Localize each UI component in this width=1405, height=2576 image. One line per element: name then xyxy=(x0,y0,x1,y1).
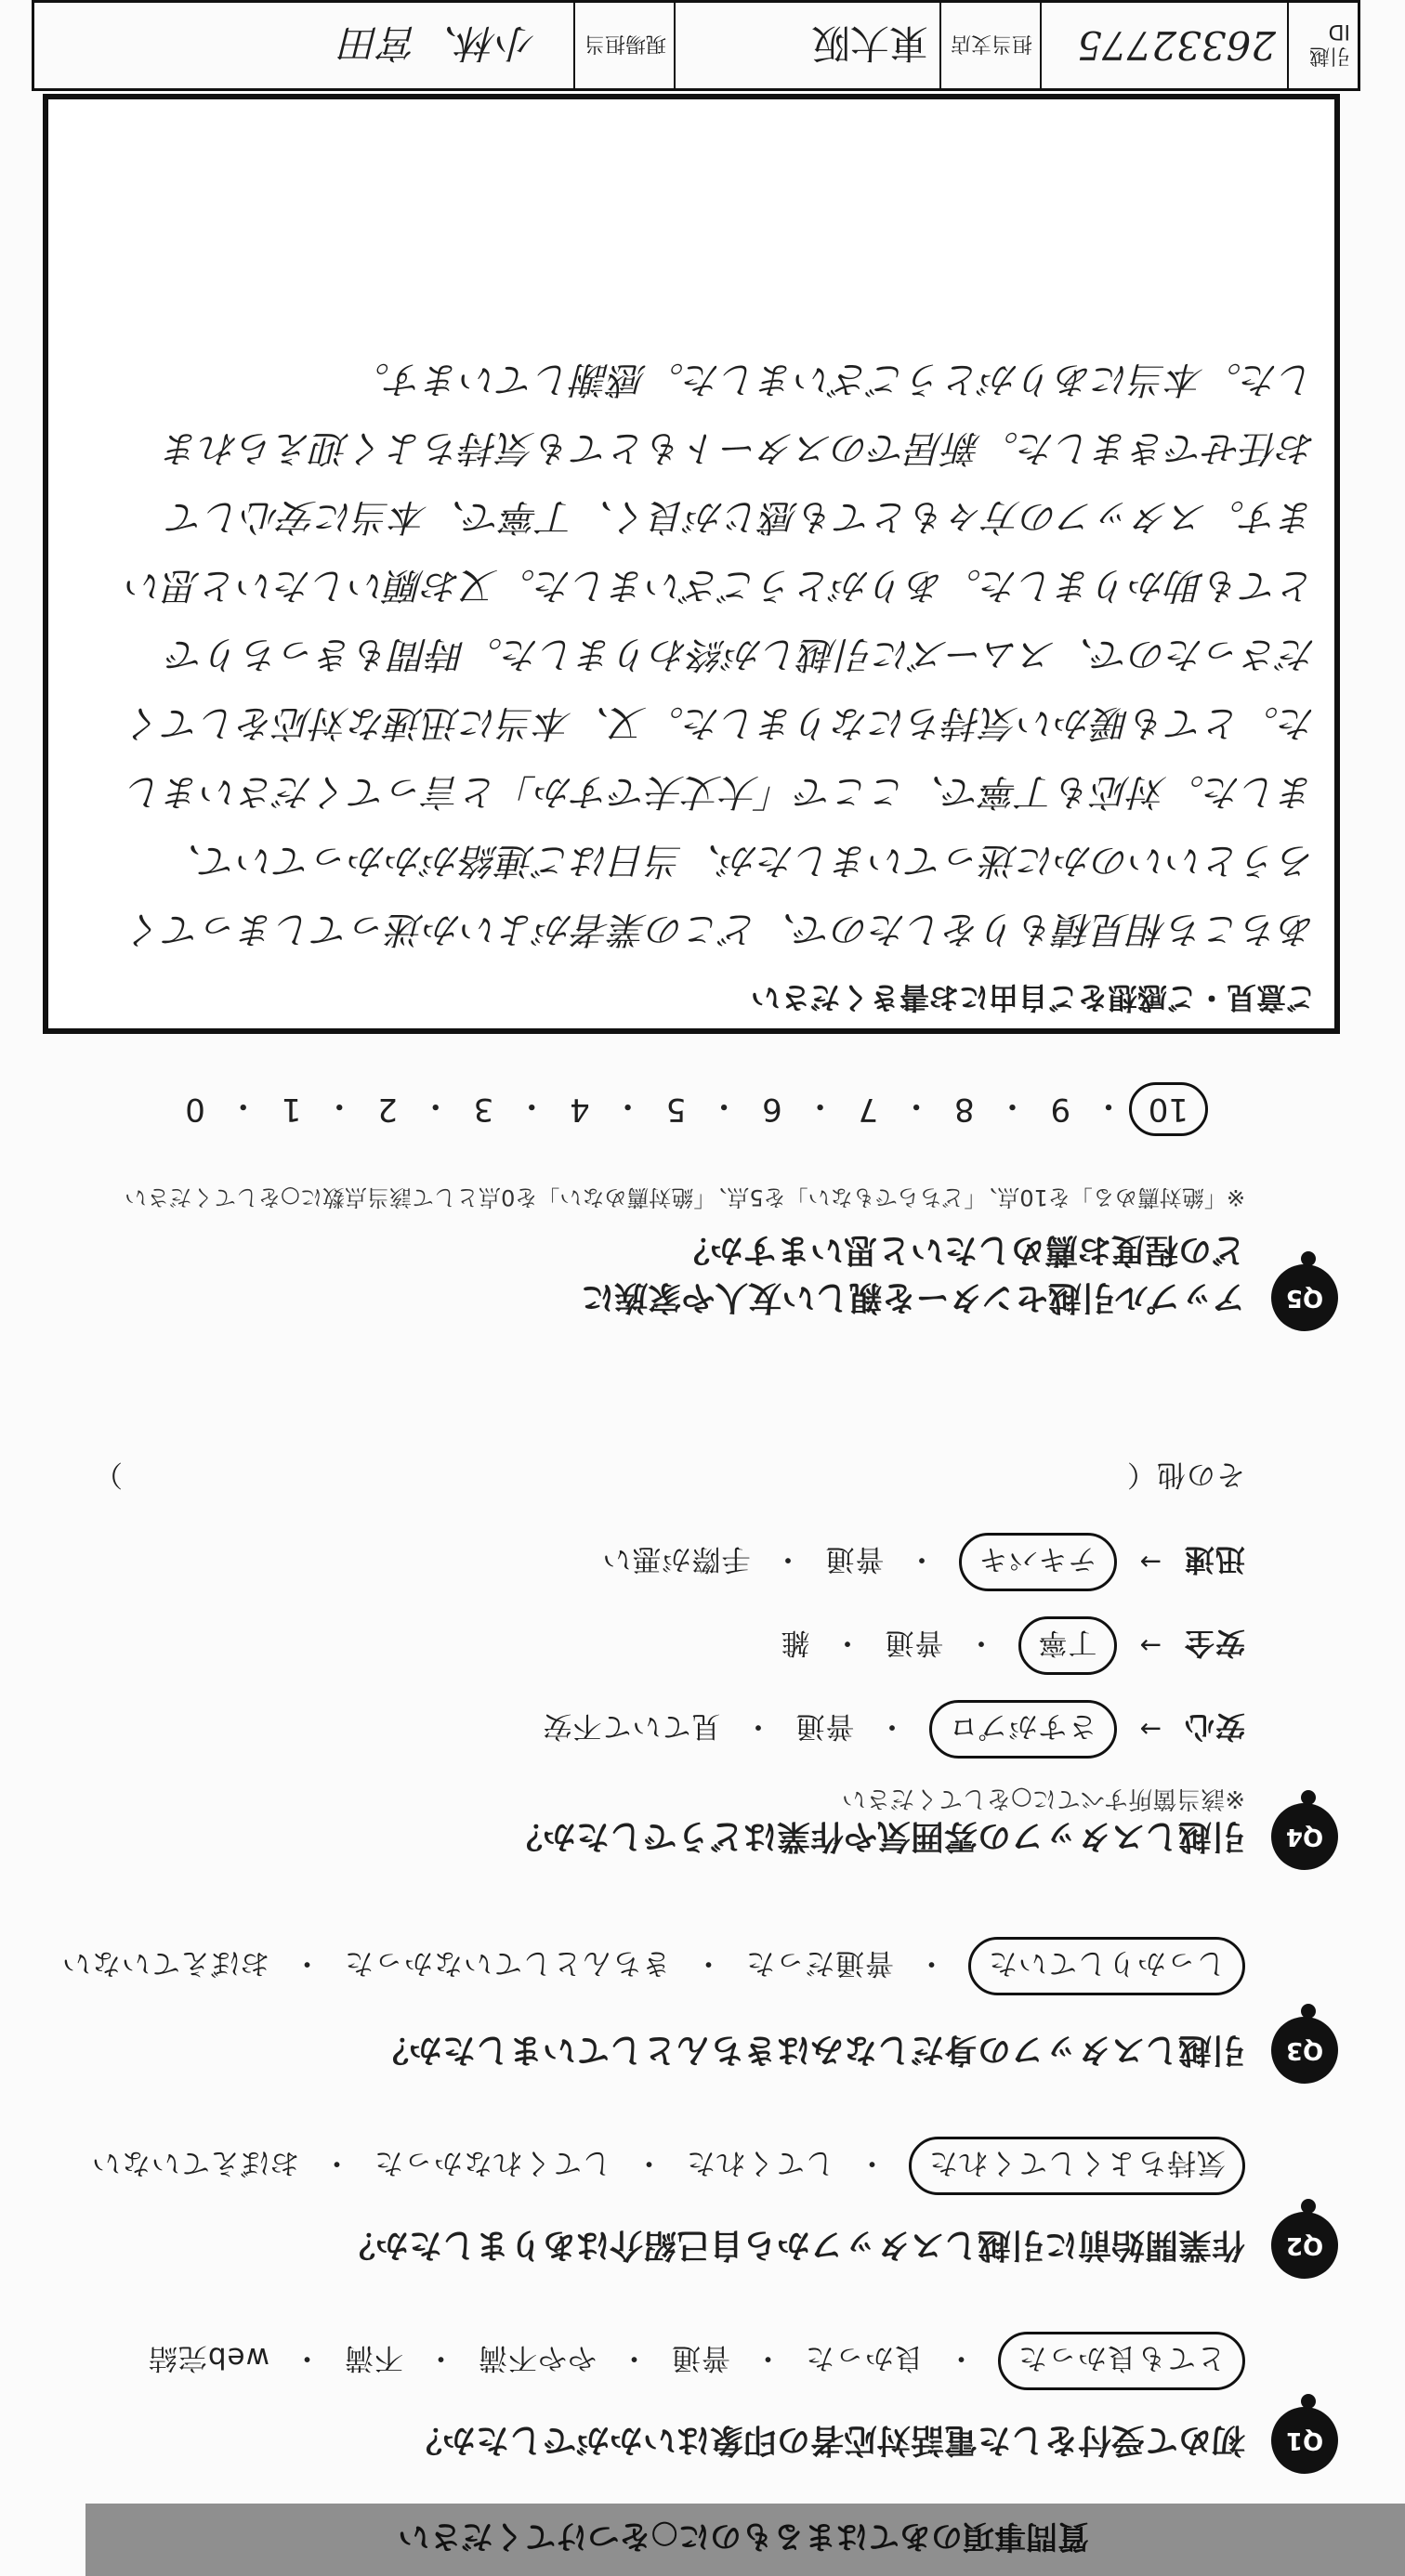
q5-scale: 10 ・ 9 ・ 8 ・ 7 ・ 6 ・ 5 ・ 4 ・ 3 ・ 2 ・ 1 ・ 0 xyxy=(167,1082,1208,1136)
q5-score[interactable]: 0 xyxy=(185,1091,205,1128)
q5-score[interactable]: 8 xyxy=(953,1091,975,1128)
comment-line: あちこち相見積もりをしたので、どこの業者がよいか迷ってしまってく xyxy=(126,908,1316,950)
q2-text: 作業開始前に引越しスタッフから自己紹介はありましたか？ xyxy=(341,2226,1245,2264)
q5-text-line1: アップル引越センターを親しい友人や家族に xyxy=(581,1278,1245,1316)
q2-option[interactable]: してくれなかった xyxy=(374,2146,611,2179)
q3-option[interactable]: 普通だった xyxy=(745,1946,894,1980)
id-value: 26332775 xyxy=(1042,3,1289,88)
q4-text: 引越しスタッフの雰囲気や作業はどうでしたか？ xyxy=(508,1817,1245,1855)
comment-line: ます。スタッフの方々もとても感じが良く、丁寧で、本当に安心して xyxy=(167,495,1316,538)
q3-option[interactable]: きちんとしていなかった xyxy=(344,1946,671,1980)
q1-option[interactable]: 良かった xyxy=(805,2341,924,2374)
q4-option[interactable]: 見ていて不安 xyxy=(542,1709,721,1743)
instruction-bar xyxy=(85,2504,1405,2576)
q4-row-anzen: 安全 → 丁寧 ・ 普通 ・ 雑 xyxy=(781,1616,1245,1675)
comment-line: ました。対応も丁寧で、ここで「大丈夫ですか」と言ってくださいまし xyxy=(126,770,1316,813)
instruction-text: 質問事項のあてはまるものに○をつけてください xyxy=(398,2517,1089,2556)
q2-options: 気持ちよくしてくれた ・ してくれた ・ してくれなかった ・ おぼえていない xyxy=(91,2137,1245,2195)
q5-text xyxy=(581,1229,1245,1324)
q5-score[interactable]: 5 xyxy=(665,1091,687,1128)
comment-title: ご意見・ご感想をご自由にお書きください xyxy=(750,980,1316,1015)
question-5 xyxy=(56,1025,1338,1331)
q4-option[interactable]: 雑 xyxy=(780,1626,810,1659)
question-1 xyxy=(56,2307,1338,2474)
comment-line: た。とても暖かい気持ちになりました。又、本当に迅速な対応をしてく xyxy=(126,701,1316,744)
q4-row-label: 安心 xyxy=(1183,1709,1245,1746)
q4-option[interactable]: 普通 xyxy=(794,1709,855,1743)
q5-score[interactable]: 4 xyxy=(570,1091,590,1128)
q4-option[interactable]: テキパキ xyxy=(959,1533,1117,1591)
q1-badge: Q1 xyxy=(1271,2407,1338,2474)
q4-other xyxy=(93,1457,1245,1498)
q2-option[interactable]: おぼえていない xyxy=(91,2146,299,2179)
q5-score[interactable]: 9 xyxy=(1050,1091,1071,1128)
q4-row-label: 安全 xyxy=(1183,1626,1245,1662)
q4-option[interactable]: 普通 xyxy=(884,1626,944,1659)
q3-option[interactable]: しっかりしていた xyxy=(968,1937,1245,1995)
q2-option[interactable]: してくれた xyxy=(686,2146,834,2179)
label-branch: 担当支店 xyxy=(941,3,1042,88)
q5-note: ※「絶対薦める」を10点、「どちらでもない」を5点、「絶対薦めない」を0点として該当点数に○をしてください xyxy=(125,1184,1245,1210)
footer-table xyxy=(32,0,1360,91)
q5-score[interactable]: 3 xyxy=(473,1091,494,1128)
q4-option[interactable]: 普通 xyxy=(824,1542,885,1576)
q4-note: ※該当箇所すべてに○をしてください xyxy=(842,1785,1245,1812)
comment-line: お任せできました。新居でのスタートもとても気持ちよく迎えられま xyxy=(164,426,1316,469)
arrow-right-icon: → xyxy=(1138,1714,1162,1745)
question-3 xyxy=(56,1907,1338,2084)
q3-options: しっかりしていた ・ 普通だった ・ きちんとしていなかった ・ おぼえていない xyxy=(61,1937,1245,1995)
q1-options: とても良かった ・ 良かった ・ 普通 ・ やや不満 ・ 不満 ・ web完結 xyxy=(148,2332,1245,2390)
arrow-right-icon: → xyxy=(1138,1547,1162,1577)
q4-badge: Q4 xyxy=(1271,1803,1338,1870)
q4-row-anshin: 安心 → さすがプロ ・ 普通 ・ 見ていて不安 xyxy=(543,1700,1245,1759)
q5-score[interactable]: 2 xyxy=(377,1091,398,1128)
q5-text-line2: どの程度お薦めしたいと思いますか？ xyxy=(676,1231,1245,1269)
comment-line: ろうといいのかに迷っていましたが、当日はご連絡がかかっていて、 xyxy=(164,839,1316,882)
q3-option[interactable]: おぼえていない xyxy=(61,1946,269,1980)
branch-value: 東大阪 xyxy=(676,3,941,88)
q4-option[interactable]: さすがプロ xyxy=(929,1700,1117,1759)
q1-option[interactable]: 普通 xyxy=(671,2341,730,2374)
q2-badge: Q2 xyxy=(1271,2212,1338,2279)
question-4 xyxy=(56,1387,1338,1870)
q3-badge: Q3 xyxy=(1271,2017,1338,2084)
q1-option[interactable]: とても良かった xyxy=(998,2332,1245,2390)
q4-other-label: その他（ xyxy=(1126,1458,1245,1491)
q3-text: 引越しスタッフの身だしなみはきちんとしていましたか？ xyxy=(374,2031,1245,2069)
comment-lines xyxy=(67,345,1316,963)
q5-score[interactable]: 7 xyxy=(858,1091,879,1128)
q5-score[interactable]: 1 xyxy=(281,1091,302,1128)
q2-option[interactable]: 気持ちよくしてくれた xyxy=(909,2137,1245,2195)
q4-option[interactable]: 丁寧 xyxy=(1018,1616,1117,1675)
arrow-right-icon: → xyxy=(1138,1630,1162,1661)
q1-option[interactable]: 不満 xyxy=(344,2341,403,2374)
label-id: 引越ID xyxy=(1308,20,1350,67)
q1-option[interactable]: やや不満 xyxy=(478,2341,597,2374)
q5-score[interactable]: 10 xyxy=(1129,1082,1208,1136)
comment-line: した。本当にありがとうございました。感謝しています。 xyxy=(352,358,1316,400)
q4-row-label: 迅速 xyxy=(1183,1542,1245,1578)
comment-line: ださったので、スムーズに引越しが終わりました。時間もきっちりで xyxy=(167,633,1316,675)
q1-text: 初めて受付をした電話対応者の印象はいかがでしたか？ xyxy=(408,2421,1245,2459)
q4-other-close: ） xyxy=(93,1458,123,1491)
comment-line: とても助かりました。ありがとうございました。又お願いしたいと思い xyxy=(126,564,1316,607)
staff-value: 小林、宮田 xyxy=(34,3,575,88)
label-staff: 現場担当 xyxy=(575,3,676,88)
q4-row-jinsoku: 迅速 → テキパキ ・ 普通 ・ 手際が悪い xyxy=(602,1533,1245,1591)
q4-option[interactable]: 手際が悪い xyxy=(601,1542,751,1576)
q5-score[interactable]: 6 xyxy=(762,1091,782,1128)
q5-badge: Q5 xyxy=(1271,1264,1338,1331)
question-2 xyxy=(56,2112,1338,2279)
q1-option[interactable]: web完結 xyxy=(147,2341,269,2374)
comment-box[interactable] xyxy=(43,94,1340,1034)
